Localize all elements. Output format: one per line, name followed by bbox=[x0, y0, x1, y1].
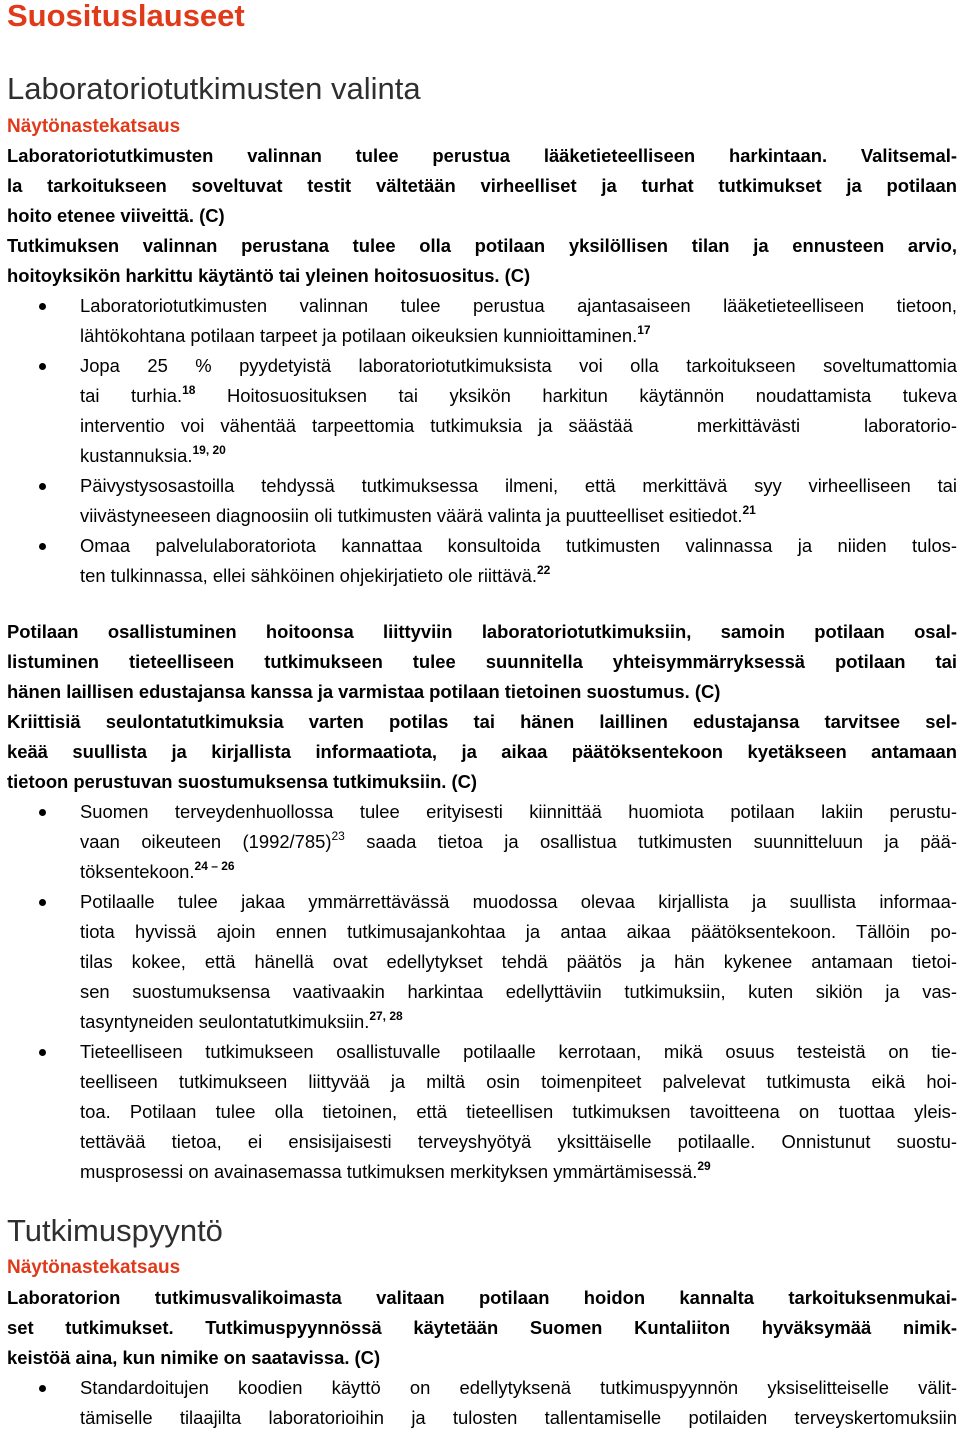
text-line: Hoitosuosituksen tai yksikön harkitun käytännön noudattamista tukeva bbox=[195, 385, 957, 406]
recommendation-paragraph bbox=[7, 1283, 957, 1373]
text-line: teelliseen tutkimukseen liittyvää ja miltä osin toimenpiteet palvelevat tutkimusta eikä hoi- bbox=[80, 1071, 957, 1092]
text-line: tettävää tietoa, ei ensisijaisesti terveyshyötyä yksittäiselle potilaalle. Onnistunut suostu- bbox=[80, 1131, 957, 1152]
reference-number: 24 – 26 bbox=[194, 859, 235, 873]
text-line: tiota hyvissä ajoin ennen tutkimusajankohtaa ja antaa aikaa päätöksentekoon. Tällöin po- bbox=[80, 921, 957, 942]
reference-number: 22 bbox=[536, 563, 551, 577]
text-line: Päivystysosastoilla tehdyssä tutkimuksessa ilmeni, että merkittävä syy virheelliseen tai bbox=[80, 475, 957, 496]
section-title-tutkimuspyynto: Tutkimuspyyntö bbox=[7, 1213, 223, 1248]
text-line: hoitoyksikön harkittu käytäntö tai yleinen hoitosuositus. (C) bbox=[7, 265, 531, 286]
text-line: musprosessi on avainasemassa tutkimuksen merkityksen ymmärtämisessä. bbox=[80, 1161, 698, 1182]
section-title-laboratoriotutkimusten-valinta: Laboratoriotutkimusten valinta bbox=[7, 71, 421, 106]
text-line: Tutkimuksen valinnan perustana tulee olla potilaan yksilöllisen tilan ja ennusteen arvio, bbox=[7, 235, 957, 256]
list-item bbox=[0, 1037, 957, 1187]
text-line: tilas kokee, että hänellä ovat edellytykset tehdä päätös ja hän kykenee antamaan tietoi- bbox=[80, 951, 957, 972]
text-line: Laboratorion tutkimusvalikoimasta valitaan potilaan hoidon kannalta tarkoituksenmukai- bbox=[7, 1287, 957, 1308]
text-line: töksentekoon. bbox=[80, 861, 195, 882]
list-item bbox=[0, 1373, 957, 1433]
list-item bbox=[0, 471, 957, 531]
text-line: keistöä aina, kun nimike on saatavissa. (C) bbox=[7, 1347, 381, 1368]
evidence-level-label: Näytönastekatsaus bbox=[7, 1257, 181, 1278]
bullet-list bbox=[0, 797, 957, 1187]
text-line: ten tulkinnassa, ellei sähköinen ohjekirjatieto ole riittävä. bbox=[80, 565, 537, 586]
document-title: Suosituslauseet bbox=[7, 0, 245, 33]
list-item bbox=[0, 351, 957, 471]
text-line: Omaa palvelulaboratoriota kannattaa konsultoida tutkimusten valinnassa ja niiden tulos- bbox=[80, 535, 957, 556]
text-line: interventio voi vähentää tarpeettomia tutkimuksia ja säästää merkittävästi laboratorio- bbox=[80, 415, 957, 436]
text-line: lähtökohtana potilaan tarpeet ja potilaan oikeuksien kunnioittaminen. bbox=[80, 325, 638, 346]
list-item bbox=[0, 291, 957, 351]
reference-number: 19, 20 bbox=[192, 443, 226, 457]
text-line: tietoon perustuvan suostumuksensa tutkimuksiin. (C) bbox=[7, 771, 478, 792]
bullet-list bbox=[0, 1373, 957, 1433]
text-line: viivästyneeseen diagnoosiin oli tutkimusten väärä valinta ja puutteelliset esitiedot. bbox=[80, 505, 743, 526]
text-line: tämiselle tilaajilta laboratorioihin ja tulosten tallentamiselle potilaiden terveyskertomuksiin bbox=[80, 1407, 957, 1428]
bullet-list bbox=[0, 291, 957, 591]
text-line: Suomen terveydenhuollossa tulee erityisesti kiinnittää huomiota potilaan lakiin perustu- bbox=[80, 801, 957, 822]
text-line: kustannuksia. bbox=[80, 445, 193, 466]
reference-number: 18 bbox=[182, 383, 196, 397]
text-line: hänen laillisen edustajansa kanssa ja varmistaa potilaan tietoinen suostumus. (C) bbox=[7, 681, 721, 702]
text-line: Potilaalle tulee jakaa ymmärrettävässä muodossa olevaa kirjallista ja suullista informaa- bbox=[80, 891, 957, 912]
reference-number: 23 bbox=[331, 829, 345, 843]
text-line: set tutkimukset. Tutkimuspyynnössä käytetään Suomen Kuntaliiton hyväksymää nimik- bbox=[7, 1317, 957, 1338]
reference-number: 29 bbox=[697, 1159, 711, 1173]
text-line: toa. Potilaan tulee olla tietoinen, että tieteellisen tutkimuksen tavoitteena on tuottaa yleis- bbox=[80, 1101, 957, 1122]
list-item bbox=[0, 797, 957, 887]
text-line: tasyntyneiden seulontatutkimuksiin. bbox=[80, 1011, 370, 1032]
list-item bbox=[0, 887, 957, 1037]
reference-number: 27, 28 bbox=[369, 1009, 403, 1023]
text-line: listuminen tieteelliseen tutkimukseen tulee suunnitella yhteisymmärryksessä potilaan tai bbox=[7, 651, 957, 672]
reference-number: 21 bbox=[742, 503, 756, 517]
text-line: saada tietoa ja osallistua tutkimusten suunnitteluun ja pää- bbox=[344, 831, 958, 852]
text-line: keää suullista ja kirjallista informaatiota, ja aikaa päätöksentekoon kyetäkseen antamaan bbox=[7, 741, 957, 762]
list-item bbox=[0, 531, 957, 591]
text-line: Kriittisiä seulontatutkimuksia varten potilas tai hänen laillinen edustajansa tarvitsee sel- bbox=[7, 711, 957, 732]
text-line: Laboratoriotutkimusten valinnan tulee perustua lääketieteelliseen harkintaan. Valitsemal- bbox=[7, 145, 957, 166]
text-line: la tarkoitukseen soveltuvat testit vältetään virheelliset ja turhat tutkimukset ja potilaan bbox=[7, 175, 957, 196]
text-line: sen suostumuksensa vaativaakin harkintaa edellyttäviin tutkimuksiin, kuten sikiön ja vas- bbox=[80, 981, 957, 1002]
text-line: Potilaan osallistuminen hoitoonsa liittyviin laboratoriotutkimuksiin, samoin potilaan osal- bbox=[7, 621, 957, 642]
recommendation-paragraph bbox=[7, 617, 957, 797]
text-line: Tieteelliseen tutkimukseen osallistuvalle potilaalle kerrotaan, mikä osuus testeistä on tie- bbox=[80, 1041, 957, 1062]
reference-number: 17 bbox=[637, 323, 651, 337]
text-line: hoito etenee viiveittä. (C) bbox=[7, 205, 225, 226]
text-line: Laboratoriotutkimusten valinnan tulee perustua ajantasaiseen lääketieteelliseen tietoon, bbox=[80, 295, 957, 316]
recommendation-paragraph bbox=[7, 141, 957, 291]
evidence-level-label: Näytönastekatsaus bbox=[7, 116, 181, 137]
text-line: vaan oikeuteen (1992/785) bbox=[80, 831, 332, 852]
text-line: tai turhia. bbox=[80, 385, 183, 406]
text-line: Jopa 25 % pyydetyistä laboratoriotutkimuksista voi olla tarkoitukseen soveltumattomia bbox=[80, 355, 957, 376]
text-line: Standardoitujen koodien käyttö on edellytyksenä tutkimuspyynnön yksiselitteiselle välit- bbox=[80, 1377, 957, 1398]
